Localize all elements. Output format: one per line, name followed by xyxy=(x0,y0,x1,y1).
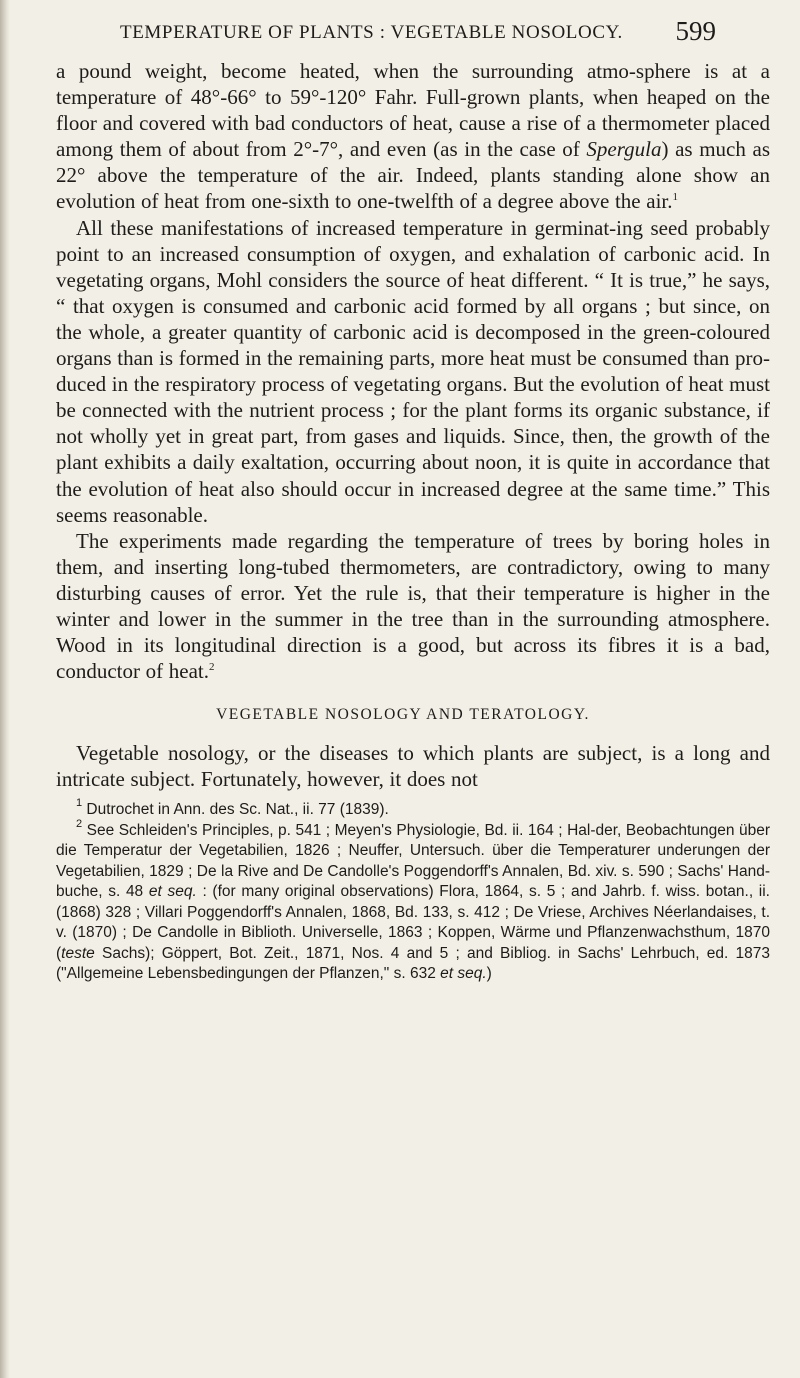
paragraph-continued: a pound weight, become heated, when the surrounding atmo-sphere is at a temperature of 48°-66° to 59°-120° Fahr. Full-grown plants, when heaped on the floor and covered with bad conductors of heat, cause a rise of a thermometer placed among them of about from 2°-7°, and even (as in the case of Spergula) as much as 22° above the temperature of the air. Indeed, plants standing alone show an evolution of heat from one-sixth to one-twelfth of a degree above the air.$^1$ xyxy=(56,59,770,214)
footnote-ref: 2 xyxy=(209,661,215,674)
footnote-marker: 1 xyxy=(76,797,83,810)
body-text xyxy=(56,58,770,792)
footnote-marker: 2 xyxy=(76,817,83,830)
paragraph: All these manifestations of increased temperature in germinat-ing seed probably point to an increased consumption of oxygen, and exhalation of carbonic acid. In vegetating organs, Mohl considers the source of heat different. “ It is true,” he says, “ that oxygen is consumed and carbonic acid formed by all organs ; but since, on the whole, a greater quantity of carbonic acid is decomposed in the green-coloured organs than is formed in the remaining parts, more heat must be consumed than pro-duced in the respiratory process of vegetating organs. But the evolution of heat must be connected with the nutrient process ; for the plant forms its organic substance, if not wholly yet in great part, from gases and liquids. Since, then, the growth of the plant exhibits a daily exaltation, occurring about noon, it is quite in accordance that the evolution of heat also should occur in increased degree at the same time.” This seems reasonable. xyxy=(56,215,770,527)
footnotes xyxy=(56,797,770,985)
footnote-ref: 1 xyxy=(672,191,679,204)
paragraph: Vegetable nosology, or the diseases to which plants are subject, is a long and intricate subject. Fortunately, however, it does not xyxy=(56,741,770,792)
running-title: TEMPERATURE OF PLANTS : VEGETABLE NOSOLOCY. xyxy=(120,22,623,43)
footnote: $^2$ See Schleiden's Principles, p. 541 ; Meyen's Physiologie, Bd. ii. 164 ; Hal-der, Beobachtungen über die Temperatur der Vegetabilien, 1826 ; Neuffer, Untersuch. über die Temperaturer underungen der Vegetabilien, 1829 ; De la Rive and De Candolle's Poggendorff's Annalen, Bd. xiv. s. 590 ; Sachs' Hand-buche, s. 48 et seq. : (for many original observations) Flora, 1864, s. 5 ; and Jahrb. f. wiss. botan., ii. (1868) 328 ; Villari Poggendorff's Annalen, 1868, Bd. 133, s. 412 ; De Vriese, Archives Néerlandaises, t. v. (1870) ; De Candolle in Biblioth. Universelle, 1863 ; Koppen, Wärme und Pflanzenwachsthum, 1870 (teste Sachs); Göppert, Bot. Zeit., 1871, Nos. 4 and 5 ; and Bibliog. in Sachs' Lehrbuch, ed. 1873 ("Allgemeine Lebensbedingungen der Pflanzen," s. 632 et seq.) xyxy=(56,817,770,983)
species-name: Spergula xyxy=(586,137,662,162)
paragraph: The experiments made regarding the temperature of trees by boring holes in them, and inserting long-tubed thermometers, are contradictory, owing to many disturbing causes of error. Yet the rule is, that their temperature is higher in the winter and lower in the summer in the tree than in the surrounding atmosphere. Wood in its longitudinal direction is a good, but across its fibres it is a bad, conductor of heat.$^2$ xyxy=(56,528,770,684)
page-edge-shadow xyxy=(0,0,10,1378)
page-number: 599 xyxy=(675,16,716,46)
footnote: $^1$ Dutrochet in Ann. des Sc. Nat., ii. 77 (1839). xyxy=(76,797,389,819)
section-heading: VEGETABLE NOSOLOGY AND TERATOLOGY. xyxy=(216,706,590,724)
running-head xyxy=(56,14,770,58)
book-page xyxy=(56,14,770,985)
